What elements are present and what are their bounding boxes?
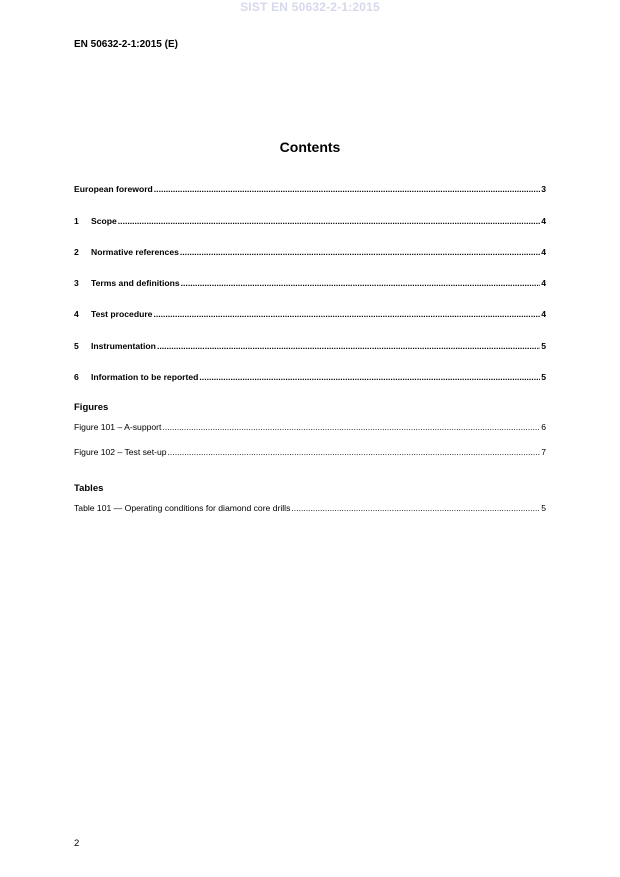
- toc-entry-number: 5: [74, 341, 79, 351]
- dot-leader: [153, 308, 540, 320]
- figures-heading: Figures: [74, 402, 109, 413]
- toc-entry-page: 3: [541, 184, 546, 194]
- table-entry-operating-conditions[interactable]: [74, 502, 546, 514]
- toc-entry-page: 4: [541, 278, 546, 288]
- figure-entry-page: 7: [541, 447, 546, 457]
- toc-entry-label: Terms and definitions: [91, 278, 180, 288]
- dot-leader: [157, 340, 540, 352]
- dot-leader: [162, 421, 540, 433]
- dot-leader: [181, 277, 541, 289]
- toc-entry-number: 3: [74, 278, 79, 288]
- toc-entry-instrumentation[interactable]: [74, 340, 546, 352]
- dot-leader: [199, 371, 540, 383]
- page-title: Contents: [279, 139, 341, 155]
- toc-entry-page: 5: [541, 372, 546, 382]
- figure-entry-a-support[interactable]: [74, 421, 546, 433]
- toc-entry-page: 4: [541, 247, 546, 257]
- dot-leader: [180, 246, 540, 258]
- toc-entry-label: Information to be reported: [91, 372, 199, 382]
- toc-entry-number: 2: [74, 247, 79, 257]
- toc-entry-label: Scope: [91, 216, 117, 226]
- dot-leader: [291, 502, 540, 514]
- toc-entry-normative-references[interactable]: [74, 246, 546, 258]
- toc-entry-page: 4: [541, 216, 546, 226]
- toc-entry-number: 4: [74, 309, 79, 319]
- toc-entry-terms-and-definitions[interactable]: [74, 277, 546, 289]
- toc-entry-foreword[interactable]: [74, 183, 546, 195]
- page-number: 2: [74, 838, 80, 849]
- toc-entry-label: Normative references: [91, 247, 179, 257]
- figure-entry-label: Figure 102 – Test set-up: [74, 447, 167, 457]
- toc-entry-page: 5: [541, 341, 546, 351]
- toc-entry-number: 6: [74, 372, 79, 382]
- tables-heading: Tables: [74, 483, 104, 494]
- watermark: SIST EN 50632-2-1:2015: [240, 0, 380, 14]
- toc-entry-page: 4: [541, 309, 546, 319]
- figure-entry-page: 6: [541, 422, 546, 432]
- toc-entry-label: Test procedure: [91, 309, 153, 319]
- table-entry-page: 5: [541, 503, 546, 513]
- toc-entry-scope[interactable]: [74, 215, 546, 227]
- figure-entry-label: Figure 101 – A-support: [74, 422, 162, 432]
- table-entry-label: Table 101 — Operating conditions for diamond core drills: [74, 503, 291, 513]
- toc-entry-test-procedure[interactable]: [74, 308, 546, 320]
- toc-entry-number: 1: [74, 216, 79, 226]
- dot-leader: [118, 215, 540, 227]
- document-id: EN 50632-2-1:2015 (E): [74, 39, 178, 50]
- dot-leader: [168, 446, 541, 458]
- figure-entry-test-set-up[interactable]: [74, 446, 546, 458]
- dot-leader: [154, 183, 540, 195]
- toc-entry-label: Instrumentation: [91, 341, 156, 351]
- toc-entry-label: European foreword: [74, 184, 153, 194]
- toc-entry-information-to-be-reported[interactable]: [74, 371, 546, 383]
